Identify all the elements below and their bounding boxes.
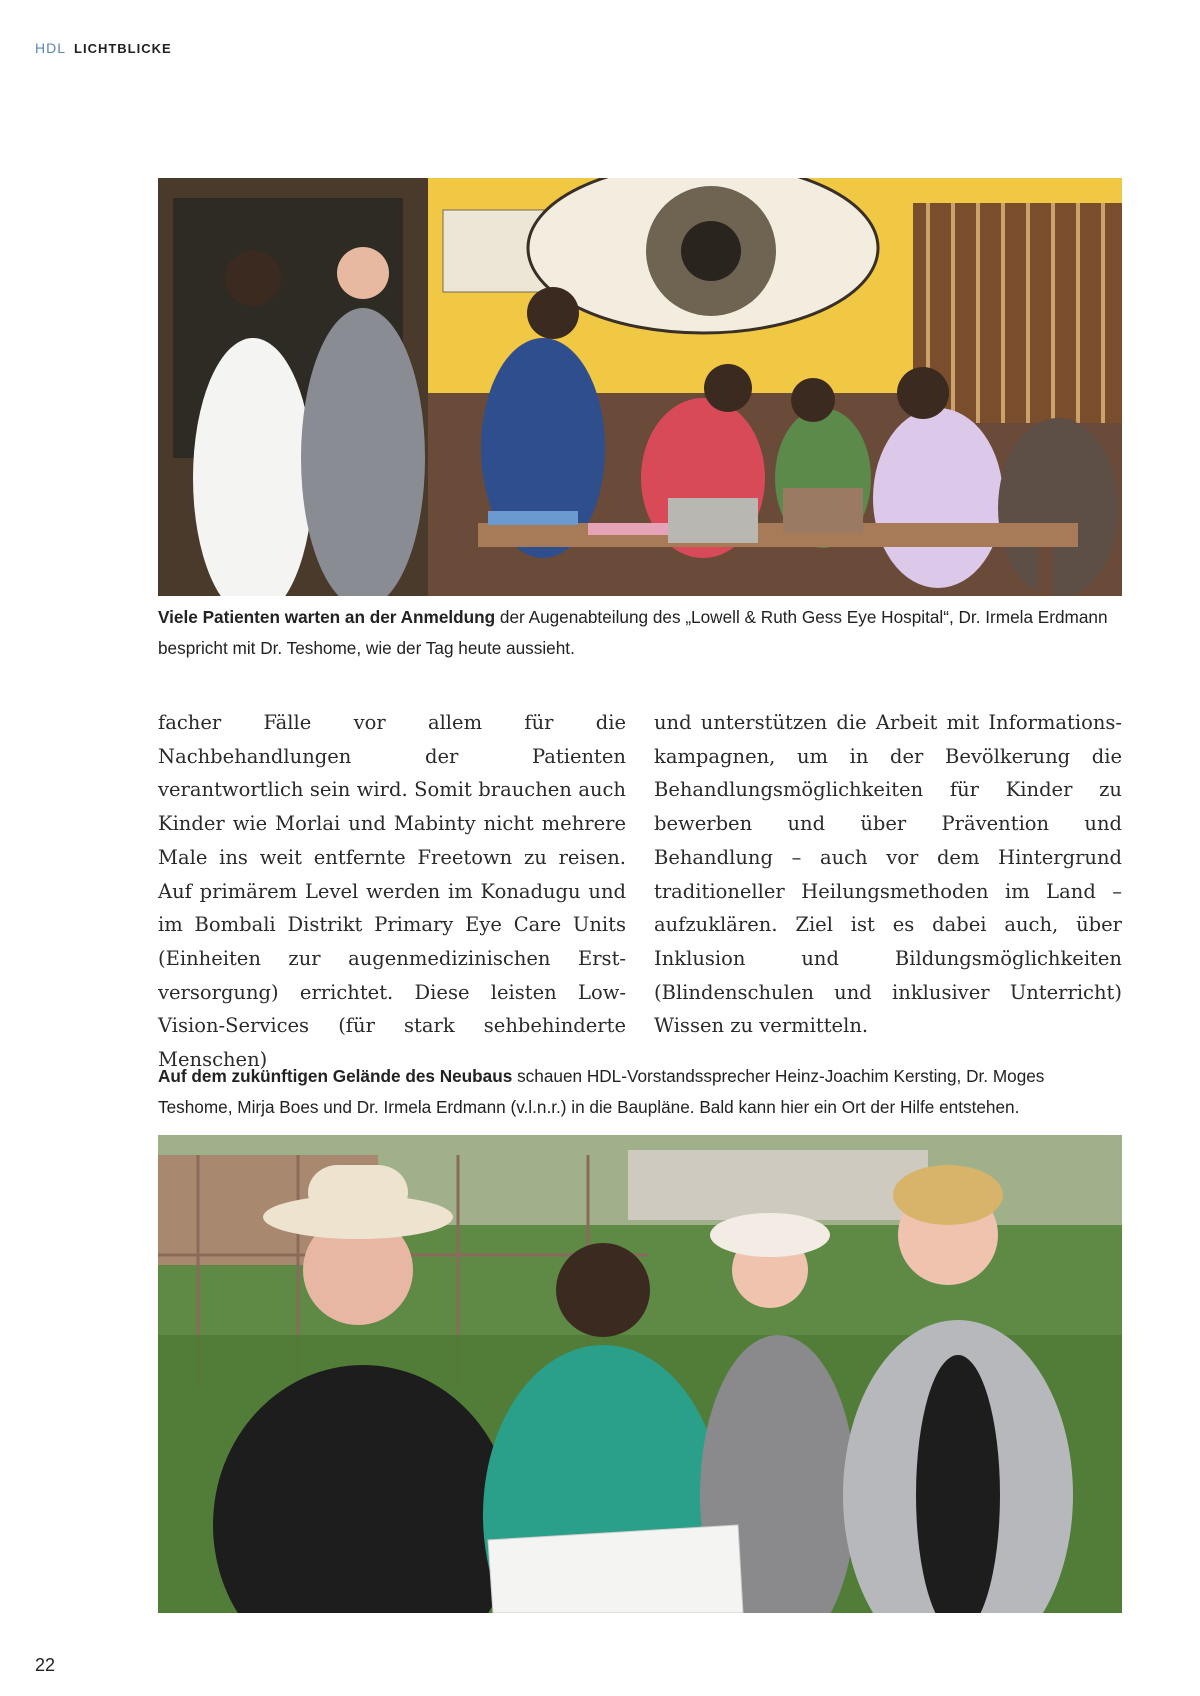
page-number: 22 xyxy=(35,1655,56,1675)
caption-text: schauen HDL-Vorstandssprecher Heinz-Joachim Kersting, Dr. Moges Teshome, Mirja Boes und Dr. Irmela Erdmann (v.l.n.r.) in die Baupläne. Bald kann hier ein Ort der Hilfe entstehen. xyxy=(158,1066,1045,1117)
caption-text: der Augenabteilung des „Lowell & Ruth Gess Eye Hospital“, Dr. Irmela Erdmann bespricht mit Dr. Teshome, wie der Tag heute aussieht. xyxy=(158,607,1108,658)
photo-registration-desk xyxy=(158,178,1122,596)
photo-building-site-group xyxy=(158,1135,1122,1613)
section-label: LICHTBLICKE xyxy=(74,41,172,56)
article-body xyxy=(158,706,1122,1077)
running-head xyxy=(35,40,172,56)
caption-lead: Viele Patienten warten an der Anmeldung xyxy=(158,607,496,627)
brand-label: HDL xyxy=(35,40,67,56)
photo-caption xyxy=(158,1061,1122,1123)
text-column-right: und unterstützen die Arbeit mit Informationskampagnen, um in der Bevölkerung die Behandlungsmöglichkeiten für Kinder zu bewerben und über Prävention und Behandlung – auch vor dem Hintergrund traditioneller Heilungsmethoden im Land – aufzuklären. Ziel ist es dabei auch, über Inklusion und Bildungsmöglichkeiten (Blindenschulen und inklusiver Unterricht) Wissen zu vermitteln. xyxy=(654,711,1122,1038)
photo-caption xyxy=(158,602,1122,664)
text-column-left: facher Fälle vor allem für die Nachbehandlungen der Patienten verantwortlich sein wird. Somit brauchen auch Kinder wie Morlai und Mabinty nicht mehrere Male ins weit entfernte Freetown zu reisen. Auf primärem Level werden im Konadugu und im Bombali Distrikt Primary Eye Care Units (Einheiten zur augenmedizinischen Erstversorgung) errichtet. Diese leisten Low-Vision-Services (für stark sehbehinderte Menschen) xyxy=(158,711,626,1072)
caption-lead: Auf dem zukünftigen Gelände des Neubaus xyxy=(158,1066,513,1086)
